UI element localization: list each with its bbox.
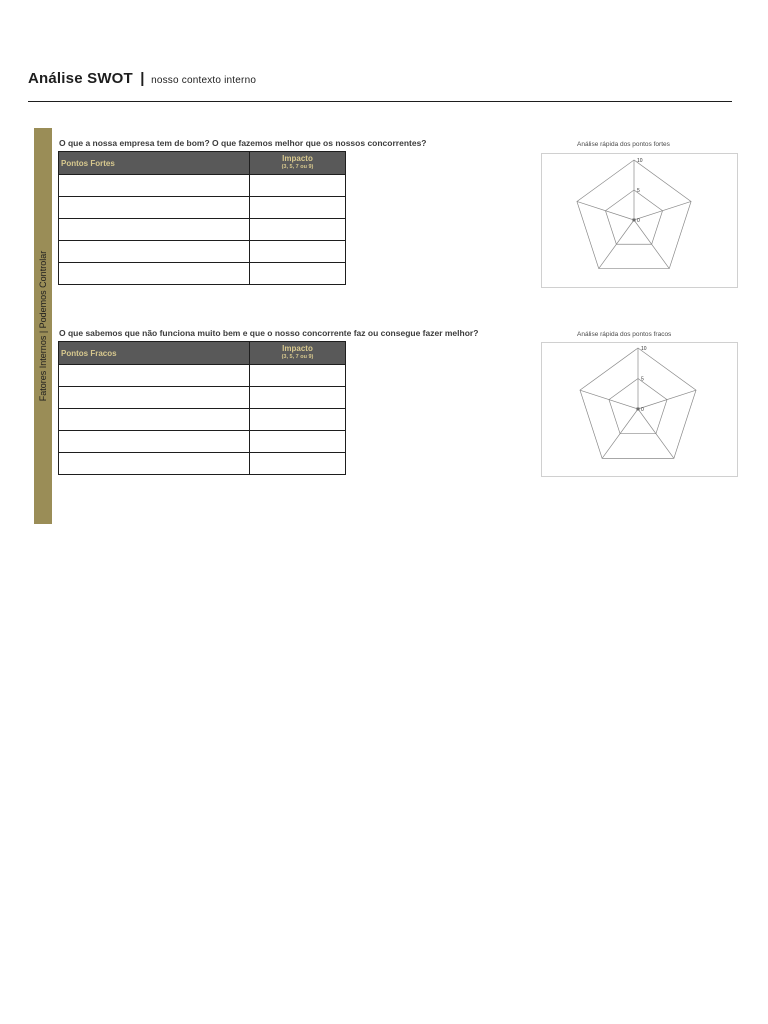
weaknesses-impact-header xyxy=(250,342,346,365)
table-row xyxy=(59,387,346,409)
radar-tick-label: 10 xyxy=(641,346,647,352)
strengths-chart-title: Análise rápida dos pontos fortes xyxy=(577,141,670,148)
weaknesses-radar-svg xyxy=(542,343,737,476)
weakness-impact-cell[interactable] xyxy=(250,387,346,409)
weakness-impact-cell[interactable] xyxy=(250,431,346,453)
impact-label: Impacto xyxy=(282,344,313,353)
radar-tick-label: 0 xyxy=(641,407,644,413)
weaknesses-chart-title: Análise rápida dos pontos fracos xyxy=(577,331,672,338)
strength-item-cell[interactable] xyxy=(59,263,250,285)
page-subtitle: nosso contexto interno xyxy=(151,75,257,86)
table-row xyxy=(59,365,346,387)
radar-tick-label: 10 xyxy=(637,158,643,164)
strengths-col-label: Pontos Fortes xyxy=(59,152,250,175)
table-row xyxy=(59,197,346,219)
strength-impact-cell[interactable] xyxy=(250,219,346,241)
table-row xyxy=(59,431,346,453)
impact-hint: (3, 5, 7 ou 9) xyxy=(281,164,314,170)
page-title xyxy=(28,70,256,87)
weakness-item-cell[interactable] xyxy=(59,409,250,431)
radar-data-point xyxy=(637,408,640,411)
table-row xyxy=(59,453,346,475)
strength-item-cell[interactable] xyxy=(59,241,250,263)
strength-item-cell[interactable] xyxy=(59,197,250,219)
table-row xyxy=(59,175,346,197)
strength-impact-cell[interactable] xyxy=(250,263,346,285)
weakness-item-cell[interactable] xyxy=(59,453,250,475)
title-separator: | xyxy=(140,70,145,87)
strengths-question: O que a nossa empresa tem de bom? O que fazemos melhor que os nossos concorrentes? xyxy=(59,138,427,148)
weakness-item-cell[interactable] xyxy=(59,365,250,387)
side-band-label: Fatores Internos | Podemos Controlar xyxy=(38,250,48,402)
strengths-header-row xyxy=(59,152,346,175)
radar-tick-label: 5 xyxy=(641,376,644,383)
table-row xyxy=(59,219,346,241)
weakness-impact-cell[interactable] xyxy=(250,453,346,475)
table-row xyxy=(59,409,346,431)
weakness-item-cell[interactable] xyxy=(59,431,250,453)
title-text: Análise SWOT xyxy=(28,70,133,87)
weakness-item-cell[interactable] xyxy=(59,387,250,409)
impact-label: Impacto xyxy=(282,154,313,163)
strength-item-cell[interactable] xyxy=(59,175,250,197)
weakness-impact-cell[interactable] xyxy=(250,409,346,431)
strengths-radar-svg xyxy=(542,154,737,287)
weaknesses-col-label: Pontos Fracos xyxy=(59,342,250,365)
strengths-impact-header xyxy=(250,152,346,175)
radar-data-point xyxy=(633,219,636,222)
table-row xyxy=(59,263,346,285)
radar-tick-label: 5 xyxy=(637,188,640,194)
table-row xyxy=(59,241,346,263)
weakness-impact-cell[interactable] xyxy=(250,365,346,387)
strength-impact-cell[interactable] xyxy=(250,241,346,263)
weaknesses-table xyxy=(58,341,346,475)
radar-tick-label: 0 xyxy=(637,218,640,224)
weaknesses-header-row xyxy=(59,342,346,365)
strength-impact-cell[interactable] xyxy=(250,197,346,219)
strength-item-cell[interactable] xyxy=(59,219,250,241)
strength-impact-cell[interactable] xyxy=(250,175,346,197)
header-divider xyxy=(28,101,732,102)
weaknesses-radar-chart xyxy=(541,342,738,477)
weaknesses-question: O que sabemos que não funciona muito bem e que o nosso concorrente faz ou consegue fazer melhor? xyxy=(59,328,479,338)
strengths-table xyxy=(58,151,346,285)
impact-hint: (3, 5, 7 ou 9) xyxy=(281,354,314,360)
strengths-radar-chart xyxy=(541,153,738,288)
